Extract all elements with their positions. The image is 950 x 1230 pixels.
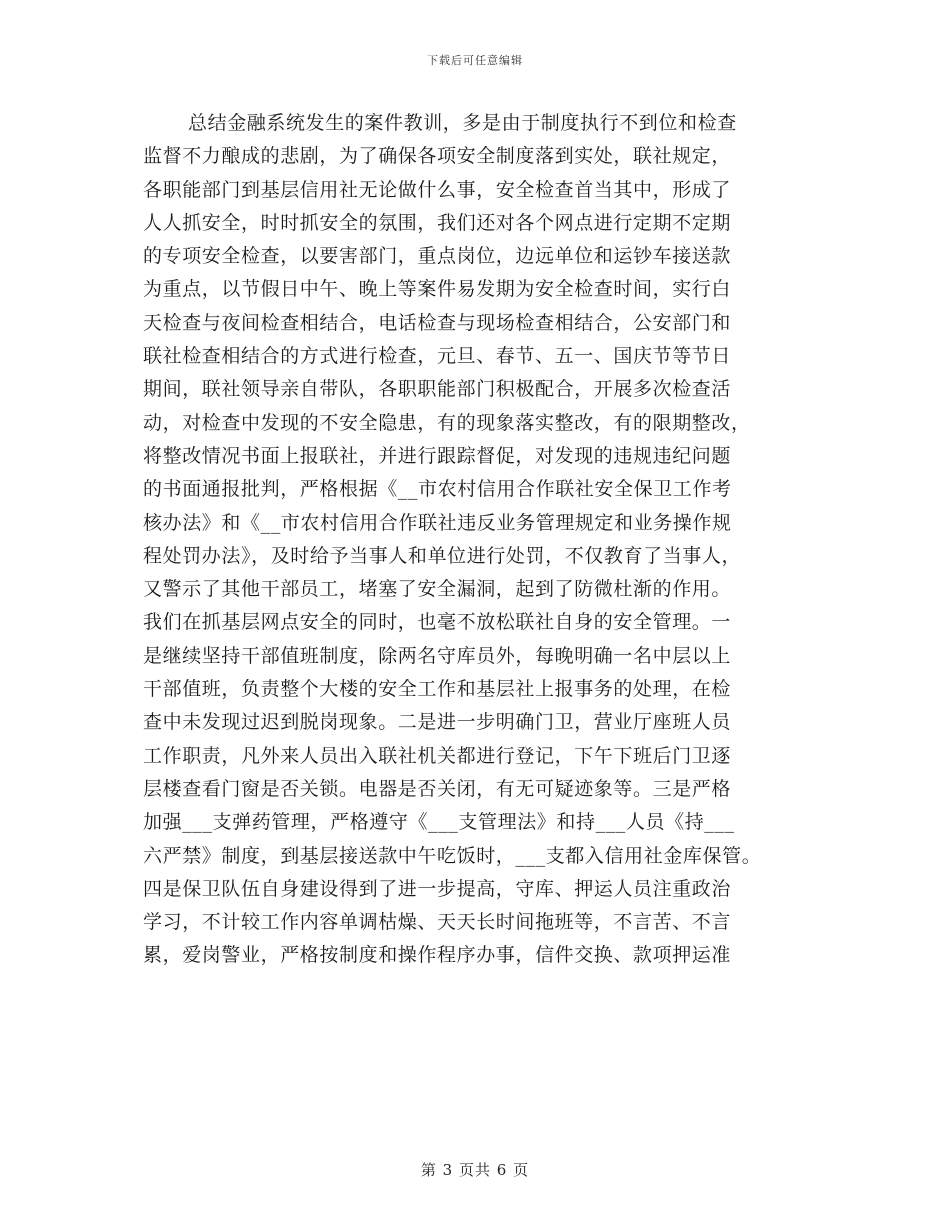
text-line: 联社检查相结合的方式进行检查，元旦、春节、五一、国庆节等节日 bbox=[143, 345, 732, 368]
text-line: 人人抓安全，时时抓安全的氛围，我们还对各个网点进行定期不定期 bbox=[143, 211, 732, 234]
text-line: 干部值班，负责整个大楼的安全工作和基层社上报事务的处理，在检 bbox=[143, 678, 732, 701]
text-line: 程处罚办法》，及时给予当事人和单位进行处罚，不仅教育了当事人， bbox=[143, 544, 742, 567]
text-line: 是继续坚持干部值班制度，除两名守库员外，每晚明确一名中层以上 bbox=[143, 644, 732, 667]
text-line: 学习，不计较工作内容单调枯燥、天天长时间拖班等，不言苦、不言 bbox=[143, 911, 732, 934]
text-line: 累，爱岗警业，严格按制度和操作程序办事，信件交换、款项押运准 bbox=[143, 944, 732, 967]
text-line: 我们在抓基层网点安全的同时，也毫不放松联社自身的安全管理。一 bbox=[143, 611, 732, 634]
text-line: 的书面通报批判，严格根据《__市农村信用合作联社安全保卫工作考 bbox=[143, 478, 732, 501]
text-line: 六严禁》制度，到基层接送款中午吃饭时，___支都入信用社金库保管。 bbox=[143, 844, 762, 867]
page-header: 下载后可任意编辑 bbox=[427, 54, 523, 67]
document-body bbox=[143, 107, 813, 973]
page-number: 第 3 页共 6 页 bbox=[420, 1161, 530, 1179]
text-line: 又警示了其他干部员工，堵塞了安全漏洞，起到了防微杜渐的作用。 bbox=[143, 578, 732, 601]
text-line: 将整改情况书面上报联社，并进行跟踪督促，对发现的违规违纪问题 bbox=[143, 444, 732, 467]
text-line: 动，对检查中发现的不安全隐患，有的现象落实整改，有的限期整改， bbox=[143, 411, 751, 434]
text-line: 天检查与夜间检查相结合，电话检查与现场检查相结合，公安部门和 bbox=[143, 311, 732, 334]
text-line: 监督不力酿成的悲剧，为了确保各项安全制度落到实处，联社规定， bbox=[143, 145, 732, 168]
text-line: 工作职责，凡外来人员出入联社机关都进行登记，下午下班后门卫逐 bbox=[143, 744, 732, 767]
text-line: 为重点，以节假日中午、晚上等案件易发期为安全检查时间，实行白 bbox=[143, 278, 732, 301]
text-line: 的专项安全检查，以要害部门，重点岗位，边远单位和运钞车接送款 bbox=[143, 245, 732, 268]
text-line: 四是保卫队伍自身建设得到了进一步提高，守库、押运人员注重政治 bbox=[143, 877, 732, 900]
text-line: 各职能部门到基层信用社无论做什么事，安全检查首当其中，形成了 bbox=[143, 178, 732, 201]
text-line: 期间，联社领导亲自带队，各职职能部门积极配合，开展多次检查活 bbox=[143, 378, 732, 401]
text-line: 查中未发现过迟到脱岗现象。二是进一步明确门卫，营业厅座班人员 bbox=[143, 711, 732, 734]
text-line: 核办法》和《__市农村信用合作联社违反业务管理规定和业务操作规 bbox=[143, 511, 732, 534]
text-line: 总结金融系统发生的案件教训，多是由于制度执行不到位和检查 bbox=[188, 112, 737, 134]
text-line: 层楼查看门窗是否关锁。电器是否关闭，有无可疑迹象等。三是严格 bbox=[143, 777, 732, 800]
text-line: 加强___支弹药管理，严格遵守《___支管理法》和持___人员《持___ bbox=[143, 811, 735, 834]
